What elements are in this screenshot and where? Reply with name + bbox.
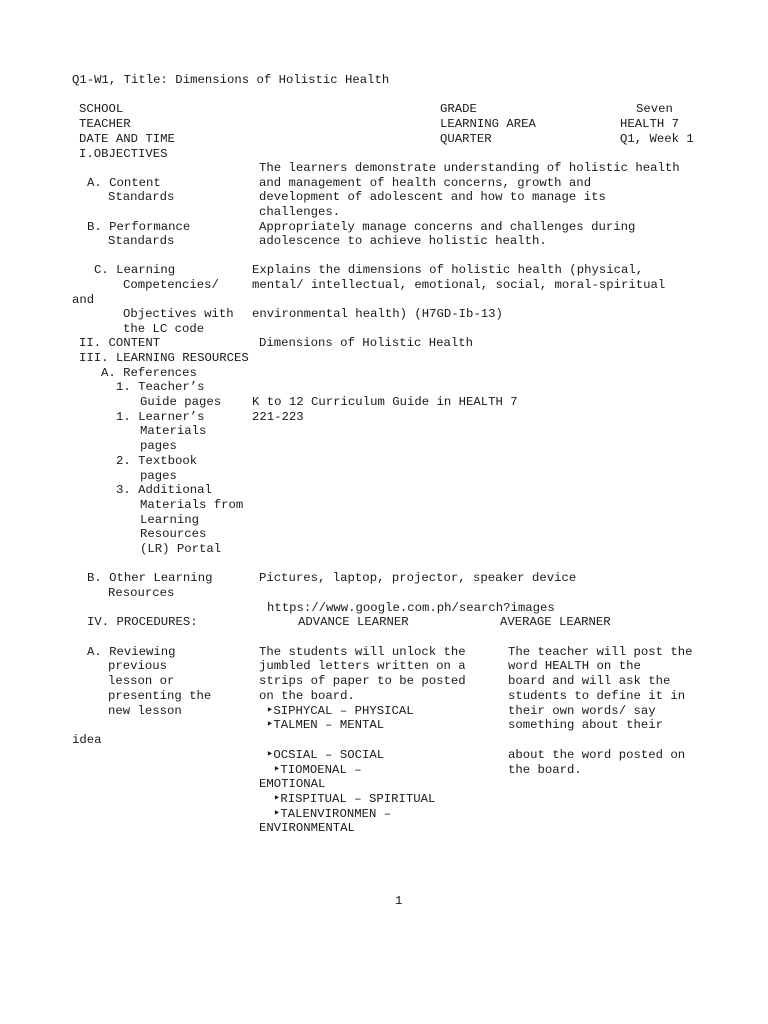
average-learner-text: The teacher will post the	[508, 645, 693, 659]
grade-label: GRADE	[440, 102, 477, 116]
learner-materials-label: pages	[140, 439, 177, 453]
content-standards-text: and management of health concerns, growth and	[259, 176, 592, 190]
content-standards-label: A. Content	[87, 176, 161, 190]
advance-learner-text: The students will unlock the	[259, 645, 466, 659]
learning-competencies-label: and	[72, 293, 95, 307]
learner-materials-label: 1. Learner’s	[116, 410, 205, 424]
textbook-label: pages	[140, 469, 177, 483]
learning-area-value: HEALTH 7	[620, 117, 680, 131]
textbook-label: 2. Textbook	[116, 454, 198, 468]
learning-area-label: LEARNING AREA	[440, 117, 536, 131]
additional-materials-label: (LR) Portal	[140, 542, 222, 556]
procedures-heading: IV. PROCEDURES:	[87, 615, 198, 629]
reviewing-label: lesson or	[108, 674, 175, 688]
jumbled-word-item: ‣SIPHYCAL – PHYSICAL	[266, 704, 414, 718]
jumbled-word-item: ‣TIOMOENAL –	[273, 763, 362, 777]
advance-learner-text: on the board.	[259, 689, 355, 703]
average-learner-text: about the word posted on	[508, 748, 686, 762]
average-learner-text: the board.	[508, 763, 582, 777]
teacher-guide-label: 1. Teacher’s	[116, 380, 205, 394]
teacher-label: TEACHER	[79, 117, 131, 131]
jumbled-word-item: ‣TALMEN – MENTAL	[266, 718, 385, 732]
jumbled-word-item: ‣OCSIAL – SOCIAL	[266, 748, 385, 762]
resource-url: https://www.google.com.ph/search?images	[267, 601, 555, 615]
performance-standards-text: adolescence to achieve holistic health.	[259, 234, 547, 248]
grade-value: Seven	[636, 102, 673, 116]
reviewing-label: previous	[108, 659, 168, 673]
learning-competencies-text: mental/ intellectual, emotional, social, moral-spiritual	[252, 278, 666, 292]
average-learner-text: board and will ask the	[508, 674, 671, 688]
idea-text: idea	[72, 733, 102, 747]
reviewing-label: presenting the	[108, 689, 212, 703]
learner-materials-label: Materials	[140, 424, 207, 438]
performance-standards-label: B. Performance	[87, 220, 191, 234]
reviewing-label: A. Reviewing	[87, 645, 176, 659]
advance-learner-text: strips of paper to be posted	[259, 674, 466, 688]
advance-learner-header: ADVANCE LEARNER	[298, 615, 409, 629]
learning-competencies-label: Objectives with	[123, 307, 234, 321]
additional-materials-label: Materials from	[140, 498, 244, 512]
jumbled-word-item: ENVIRONMENTAL	[259, 821, 355, 835]
additional-materials-label: Resources	[140, 527, 207, 541]
school-label: SCHOOL	[79, 102, 124, 116]
content-text: Dimensions of Holistic Health	[259, 336, 474, 350]
objectives-heading: I.OBJECTIVES	[79, 147, 168, 161]
average-learner-text: their own words/ say	[508, 704, 656, 718]
performance-standards-text: Appropriately manage concerns and challenges during	[259, 220, 636, 234]
quarter-label: QUARTER	[440, 132, 492, 146]
additional-materials-label: 3. Additional	[116, 483, 212, 497]
advance-learner-text: jumbled letters written on a	[259, 659, 466, 673]
references-label: A. References	[101, 366, 197, 380]
teacher-guide-value: K to 12 Curriculum Guide in HEALTH 7	[252, 395, 518, 409]
jumbled-word-item: EMOTIONAL	[259, 777, 326, 791]
jumbled-word-item: ‣TALENVIRONMEN –	[273, 807, 392, 821]
learning-competencies-text: Explains the dimensions of holistic health (physical,	[252, 263, 644, 277]
learning-competencies-label: Competencies/	[123, 278, 219, 292]
teacher-guide-label: Guide pages	[140, 395, 222, 409]
average-learner-text: students to define it in	[508, 689, 686, 703]
reviewing-label: new lesson	[108, 704, 182, 718]
content-standards-text: The learners demonstrate understanding of holistic health	[259, 161, 680, 175]
average-learner-text: word HEALTH on the	[508, 659, 641, 673]
learning-competencies-label: the LC code	[123, 322, 205, 336]
other-resources-label: B. Other Learning	[87, 571, 213, 585]
performance-standards-label: Standards	[108, 234, 175, 248]
other-resources-text: Pictures, laptop, projector, speaker device	[259, 571, 577, 585]
document-title: Q1-W1, Title: Dimensions of Holistic Health	[72, 73, 390, 87]
learning-competencies-text: environmental health) (H7GD-Ib-13)	[252, 307, 503, 321]
quarter-value: Q1, Week 1	[620, 132, 694, 146]
additional-materials-label: Learning	[140, 513, 200, 527]
content-standards-text: development of adolescent and how to manage its	[259, 190, 606, 204]
content-label: II. CONTENT	[79, 336, 161, 350]
learner-materials-value: 221-223	[252, 410, 304, 424]
date-label: DATE AND TIME	[79, 132, 175, 146]
learning-resources-heading: III. LEARNING RESOURCES	[79, 351, 249, 365]
other-resources-label: Resources	[108, 586, 175, 600]
learning-competencies-label: C. Learning	[94, 263, 176, 277]
average-learner-text: something about their	[508, 718, 663, 732]
average-learner-header: AVERAGE LEARNER	[500, 615, 611, 629]
content-standards-label: Standards	[108, 190, 175, 204]
content-standards-text: challenges.	[259, 205, 341, 219]
jumbled-word-item: ‣RISPITUAL – SPIRITUAL	[273, 792, 436, 806]
page-number: 1	[395, 894, 403, 908]
